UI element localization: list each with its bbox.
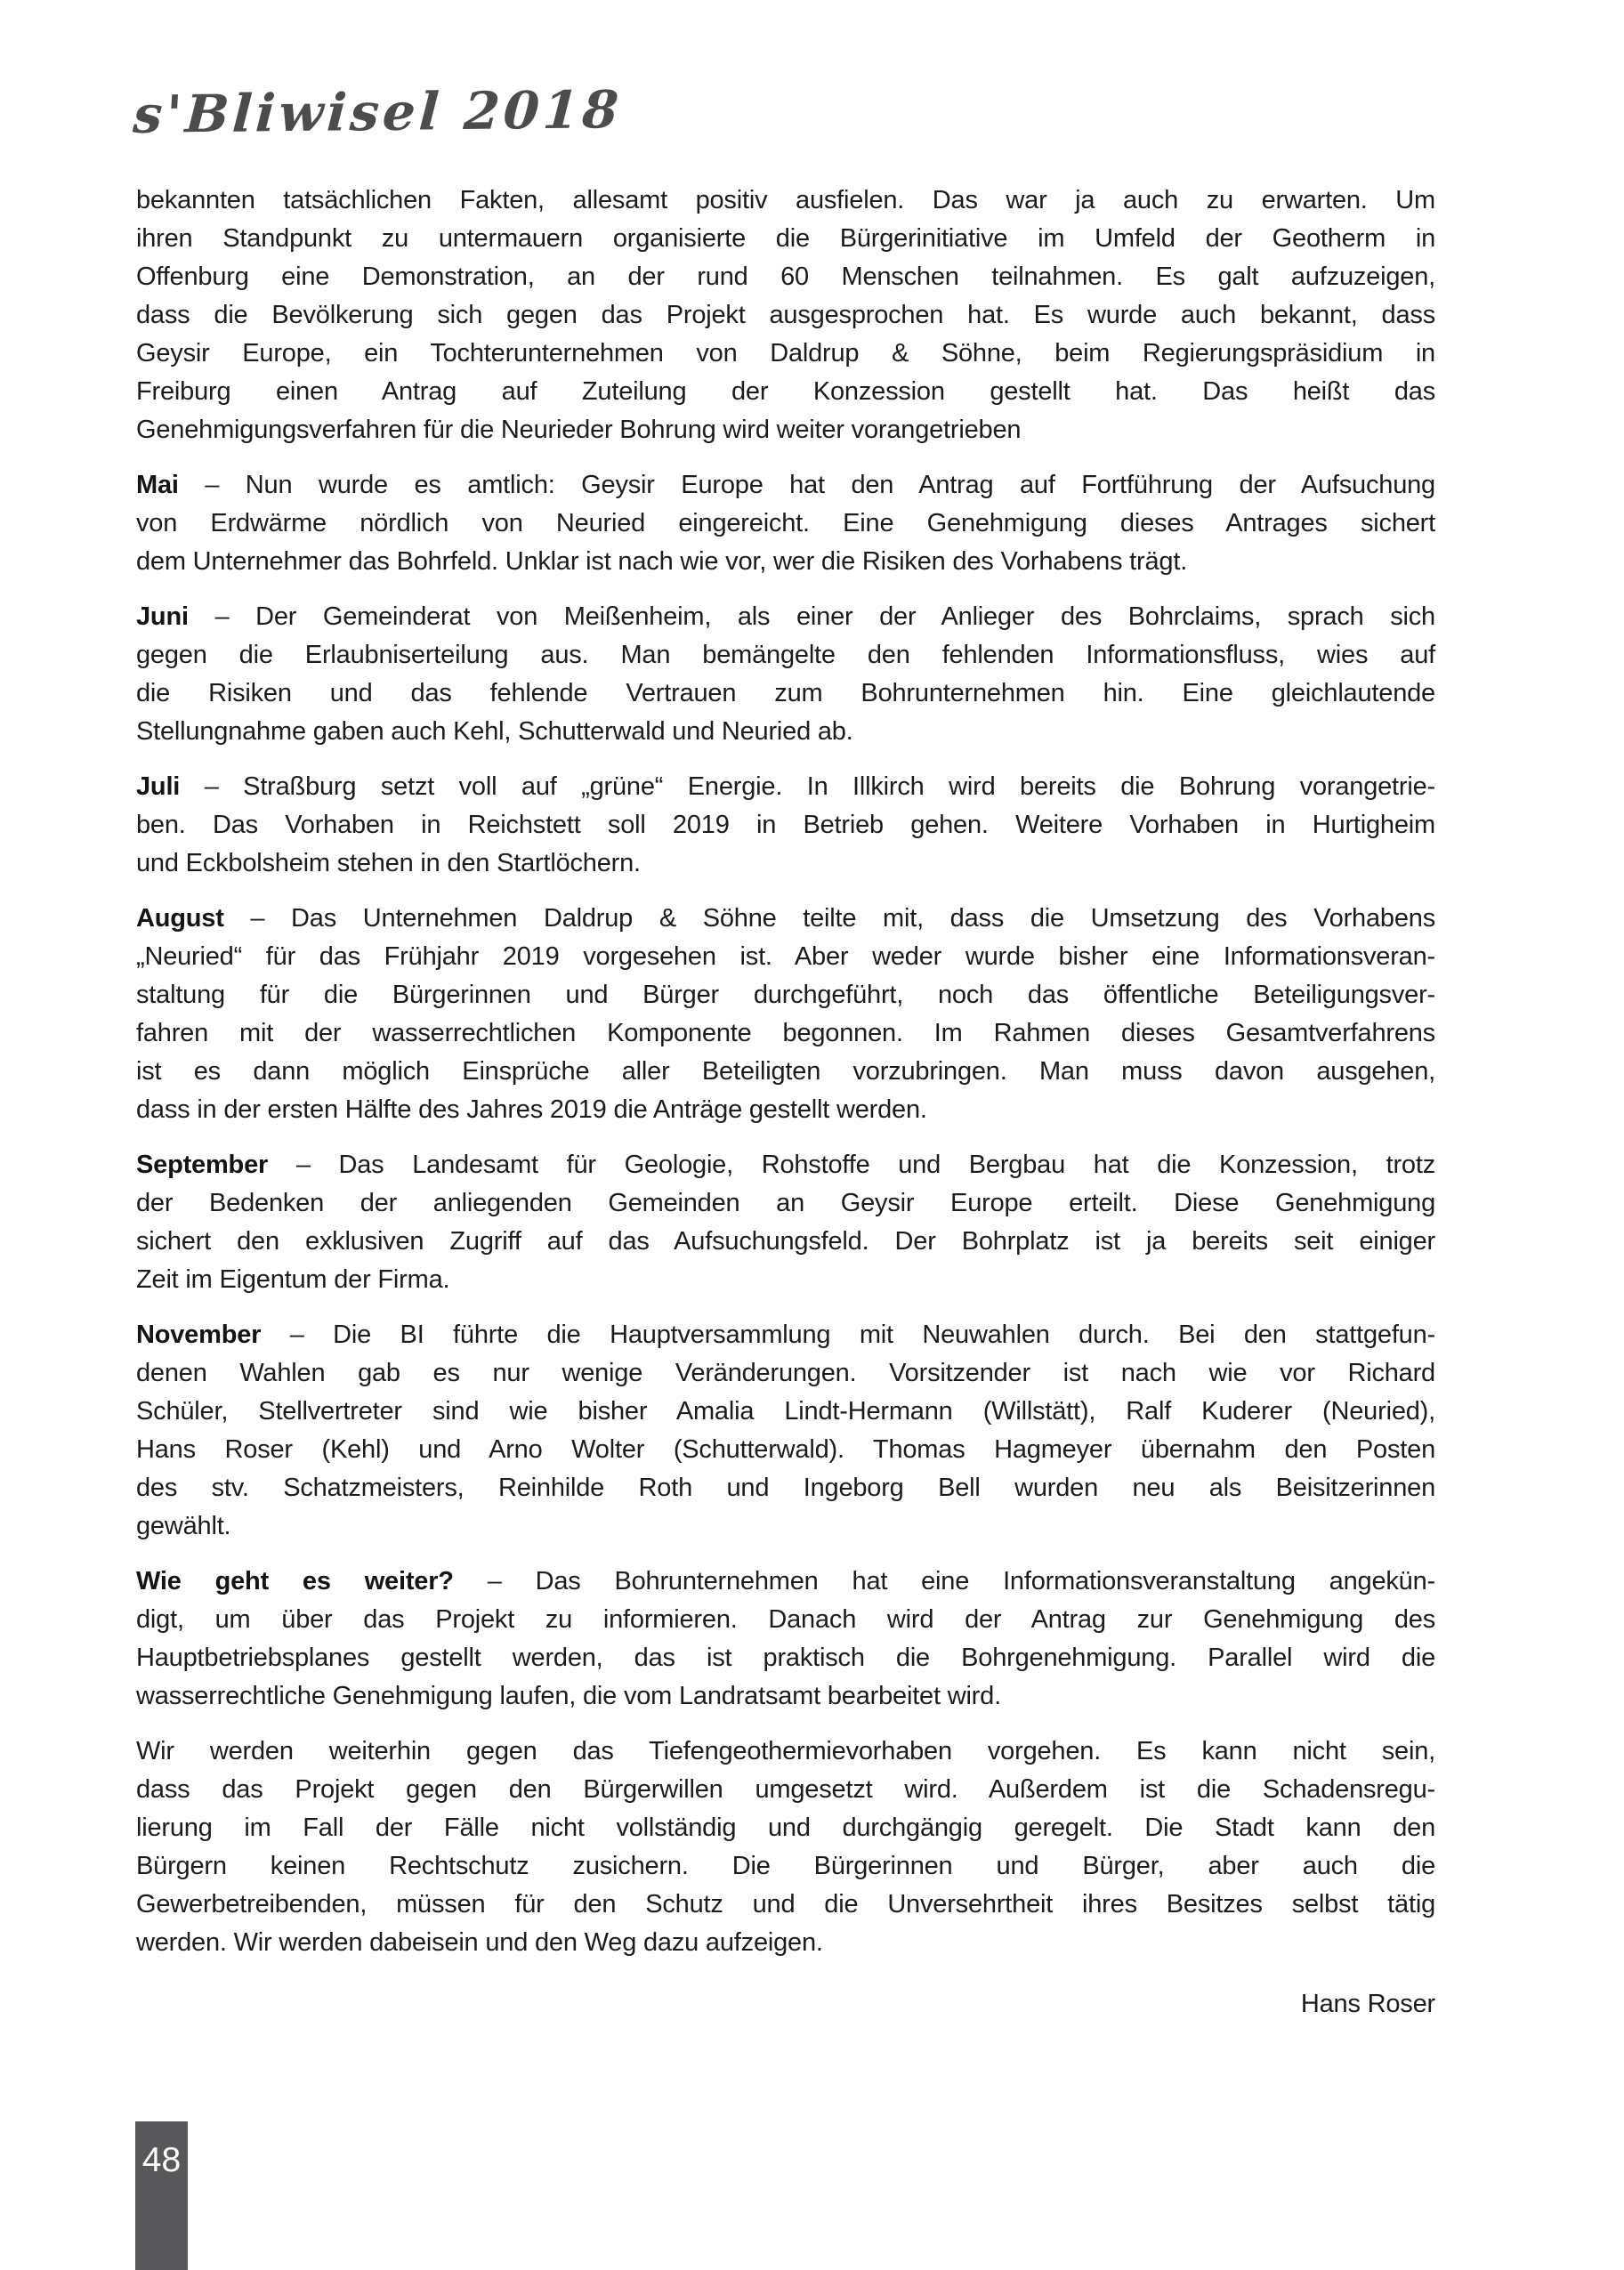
paragraph: [136, 598, 1435, 751]
text-line: staltung für die Bürgerinnen und Bürger durchgeführt, noch das öffentliche Beteiligungsver-: [136, 981, 1435, 1009]
text-line: fahren mit der wasserrechtlichen Komponente begonnen. Im Rahmen dieses Gesamtverfahrens: [136, 1019, 1435, 1047]
text-line: des stv. Schatzmeisters, Reinhilde Roth und Ingeborg Bell wurden neu als Beisitzerinnen: [136, 1474, 1435, 1502]
page-number-tab: [135, 2121, 188, 2270]
magazine-logo: s'Bliwisel 2018: [131, 79, 624, 145]
article-body: [136, 182, 1435, 2024]
paragraph: [136, 1733, 1435, 1962]
text-line: dem Unternehmer das Bohrfeld. Unklar ist nach wie vor, wer die Risiken des Vorhabens trägt.: [136, 547, 1188, 576]
text-line: Hans Roser (Kehl) und Arno Wolter (Schutterwald). Thomas Hagmeyer übernahm den Posten: [136, 1435, 1435, 1464]
text-line: Schüler, Stellvertreter sind wie bisher Amalia Lindt-Hermann (Willstätt), Ralf Kuderer (Neuried),: [136, 1397, 1435, 1426]
text-line: Gewerbetreibenden, müssen für den Schutz und die Unversehrtheit ihres Besitzes selbst tätig: [136, 1890, 1435, 1919]
paragraph: [136, 1316, 1435, 1546]
page-number: 48: [141, 2141, 182, 2179]
text-line: sichert den exklusiven Zugriff auf das Aufsuchungsfeld. Der Bohrplatz ist ja bereits seit einiger: [136, 1227, 1435, 1256]
text-line: Stellungnahme gaben auch Kehl, Schutterwald und Neuried ab.: [136, 717, 853, 746]
text-line: August – Das Unternehmen Daldrup & Söhne teilte mit, dass die Umsetzung des Vorhabens: [136, 904, 1435, 933]
text-line: Wir werden weiterhin gegen das Tiefengeothermievorhaben vorgehen. Es kann nicht sein,: [136, 1737, 1435, 1765]
paragraph: [136, 768, 1435, 883]
text-line: Geysir Europe, ein Tochterunternehmen von Daldrup & Söhne, beim Regierungspräsidium in: [136, 339, 1435, 368]
text-line: Bürgern keinen Rechtschutz zusichern. Die Bürgerinnen und Bürger, aber auch die: [136, 1852, 1435, 1880]
paragraph: [136, 1563, 1435, 1716]
text-line: November – Die BI führte die Hauptversammlung mit Neuwahlen durch. Bei den stattgefun-: [136, 1321, 1435, 1349]
month-heading: Juni: [136, 602, 189, 631]
paragraph: [136, 466, 1435, 581]
month-heading: Wie geht es weiter?: [136, 1567, 454, 1595]
text-line: und Eckbolsheim stehen in den Startlöchern.: [136, 849, 641, 877]
text-line: ist es dann möglich Einsprüche aller Beteiligten vorzubringen. Man muss davon ausgehen,: [136, 1057, 1435, 1086]
month-heading: Juli: [136, 772, 181, 801]
text-line: Wie geht es weiter? – Das Bohrunternehmen hat eine Informationsveranstaltung angekün-: [136, 1567, 1435, 1595]
text-line: bekannten tatsächlichen Fakten, allesamt positiv ausfielen. Das war ja auch zu erwarten. Um: [136, 186, 1435, 214]
text-line: Juni – Der Gemeinderat von Meißenheim, als einer der Anlieger des Bohrclaims, sprach sich: [136, 602, 1435, 631]
text-line: werden. Wir werden dabeisein und den Weg dazu aufzeigen.: [136, 1928, 823, 1957]
text-line: Offenburg eine Demonstration, an der rund 60 Menschen teilnahmen. Es galt aufzuzeigen,: [136, 263, 1435, 291]
text-line: Zeit im Eigentum der Firma.: [136, 1265, 450, 1294]
text-line: ihren Standpunkt zu untermauern organisierte die Bürgerinitiative im Umfeld der Geotherm in: [136, 224, 1435, 253]
text-line: Hauptbetriebsplanes gestellt werden, das ist praktisch die Bohrgenehmigung. Parallel wird die: [136, 1644, 1435, 1672]
month-heading: August: [136, 904, 224, 933]
author-signature: Hans Roser: [1300, 1990, 1435, 2018]
text-line: die Risiken und das fehlende Vertrauen zum Bohrunternehmen hin. Eine gleichlautende: [136, 679, 1435, 707]
text-line: September – Das Landesamt für Geologie, Rohstoffe und Bergbau hat die Konzession, trotz: [136, 1151, 1435, 1179]
text-line: dass die Bevölkerung sich gegen das Projekt ausgesprochen hat. Es wurde auch bekannt, dass: [136, 301, 1435, 329]
text-line: lierung im Fall der Fälle nicht vollständig und durchgängig geregelt. Die Stadt kann den: [136, 1814, 1435, 1842]
paragraph: [136, 182, 1435, 449]
text-line: dass in der ersten Hälfte des Jahres 2019 die Anträge gestellt werden.: [136, 1095, 927, 1124]
month-heading: September: [136, 1151, 269, 1179]
article-paragraphs: [136, 182, 1435, 1962]
text-line: gegen die Erlaubniserteilung aus. Man bemängelte den fehlenden Informationsfluss, wies auf: [136, 641, 1435, 669]
text-line: Genehmigungsverfahren für die Neurieder Bohrung wird weiter vorangetrieben: [136, 416, 1022, 444]
month-heading: November: [136, 1321, 262, 1349]
text-line: Freiburg einen Antrag auf Zuteilung der Konzession gestellt hat. Das heißt das: [136, 377, 1435, 406]
text-line: „Neuried“ für das Frühjahr 2019 vorgesehen ist. Aber weder wurde bisher eine Informationsveran-: [136, 942, 1435, 971]
text-line: Mai – Nun wurde es amtlich: Geysir Europe hat den Antrag auf Fortführung der Aufsuchung: [136, 471, 1435, 499]
text-line: gewählt.: [136, 1512, 231, 1540]
paragraph: [136, 1146, 1435, 1299]
paragraph: [136, 900, 1435, 1129]
text-line: der Bedenken der anliegenden Gemeinden an Geysir Europe erteilt. Diese Genehmigung: [136, 1189, 1435, 1217]
text-line: Juli – Straßburg setzt voll auf „grüne“ Energie. In Illkirch wird bereits die Bohrung vorangetrie-: [136, 772, 1435, 801]
text-line: denen Wahlen gab es nur wenige Veränderungen. Vorsitzender ist nach wie vor Richard: [136, 1359, 1435, 1387]
month-heading: Mai: [136, 471, 179, 499]
text-line: ben. Das Vorhaben in Reichstett soll 2019 in Betrieb gehen. Weitere Vorhaben in Hurtigheim: [136, 811, 1435, 839]
text-line: dass das Projekt gegen den Bürgerwillen umgesetzt wird. Außerdem ist die Schadensregu-: [136, 1775, 1435, 1804]
text-line: wasserrechtliche Genehmigung laufen, die vom Landratsamt bearbeitet wird.: [136, 1682, 1001, 1710]
text-line: von Erdwärme nördlich von Neuried eingereicht. Eine Genehmigung dieses Antrages sichert: [136, 509, 1435, 537]
text-line: digt, um über das Projekt zu informieren. Danach wird der Antrag zur Genehmigung des: [136, 1605, 1435, 1634]
